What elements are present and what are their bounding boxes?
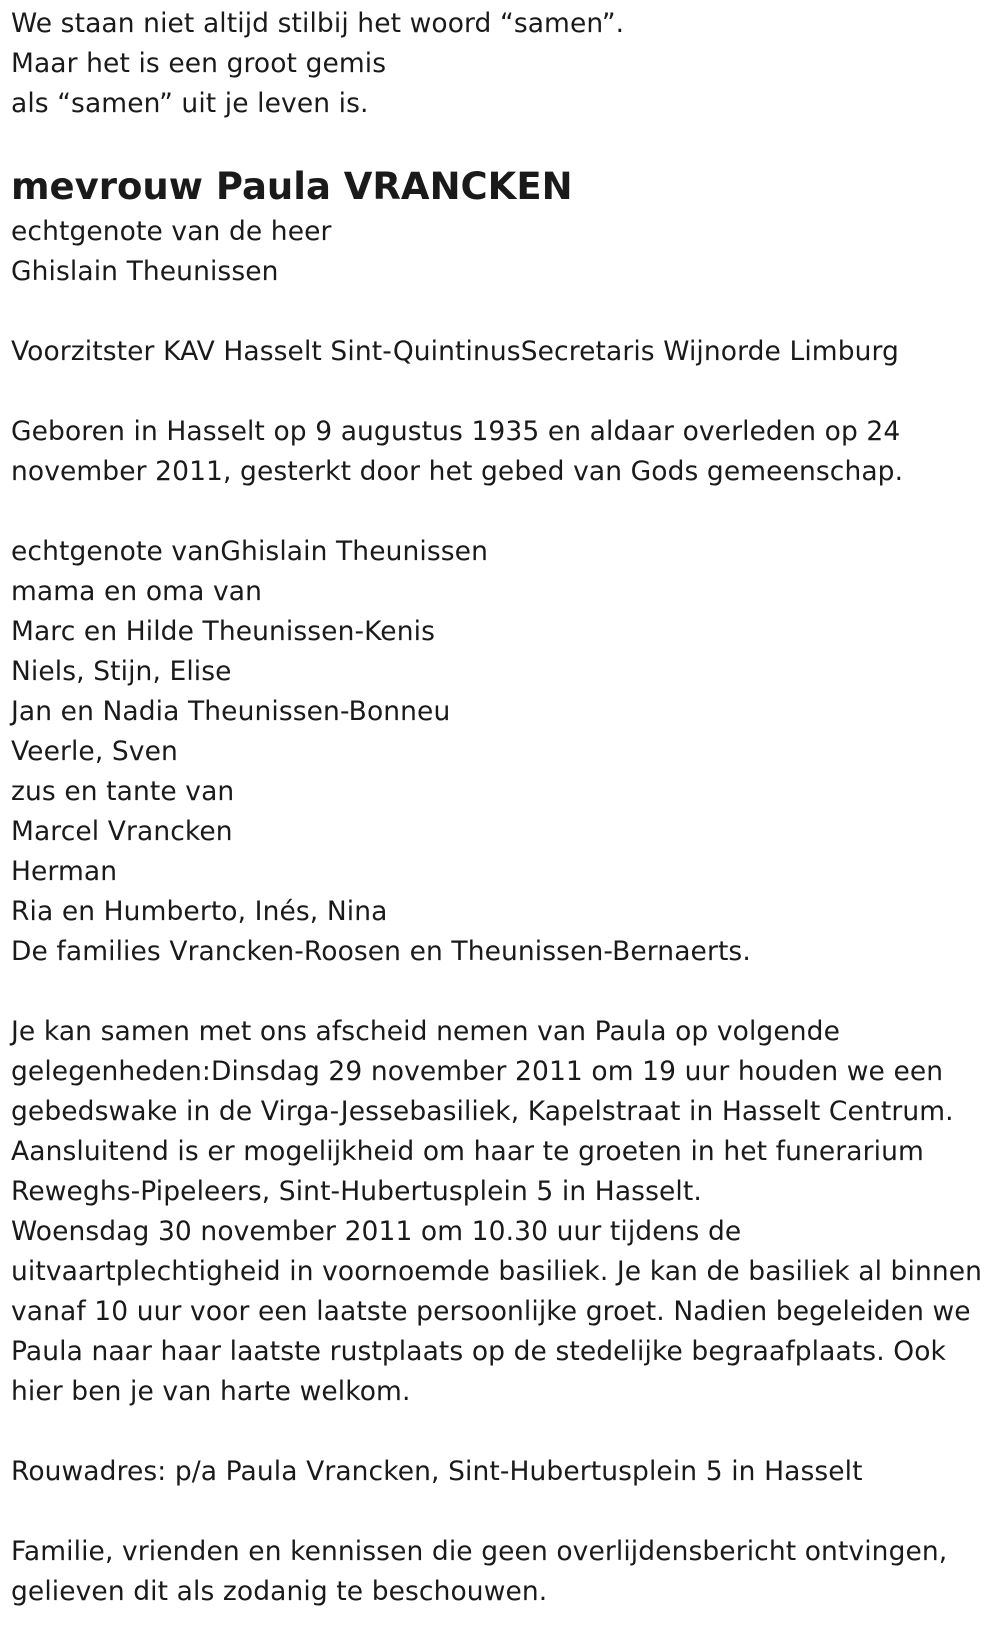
family-line: Herman <box>11 856 118 887</box>
poem-line: als “samen” uit je leven is. <box>11 88 369 119</box>
farewell-line: Je kan samen met ons afscheid nemen van Paula op volgende <box>11 1016 840 1047</box>
closing-line: gelieven dit als zodanig te beschouwen. <box>11 1576 548 1607</box>
deceased-name: mevrouw Paula VRANCKEN <box>11 165 573 208</box>
birth-death-line: Geboren in Hasselt op 9 augustus 1935 en aldaar overleden op 24 <box>11 416 901 447</box>
closing-note <box>11 1532 986 1612</box>
family-line: Jan en Nadia Theunissen-Bonneu <box>11 696 451 727</box>
poem-line: We staan niet altijd stilbij het woord “samen”. <box>11 8 625 39</box>
family-line: De families Vrancken-Roosen en Theunissen-Bernaerts. <box>11 936 751 967</box>
spouse-line: Ghislain Theunissen <box>11 256 279 287</box>
spouse-line: echtgenote van de heer <box>11 216 332 247</box>
farewell-line: Paula naar haar laatste rustplaats op de stedelijke begraafplaats. Ook <box>11 1336 946 1367</box>
closing-line: Familie, vrienden en kennissen die geen overlijdensbericht ontvingen, <box>11 1536 948 1567</box>
farewell-line: gelegenheden:Dinsdag 29 november 2011 om 19 uur houden we een <box>11 1056 944 1087</box>
family-line: Ria en Humberto, Inés, Nina <box>11 896 388 927</box>
family-list <box>11 532 986 972</box>
family-line: echtgenote vanGhislain Theunissen <box>11 536 488 567</box>
farewell-line: Reweghs-Pipeleers, Sint-Hubertusplein 5 in Hasselt. <box>11 1176 702 1207</box>
functions: Voorzitster KAV Hasselt Sint-QuintinusSecretaris Wijnorde Limburg <box>11 336 899 367</box>
family-line: Marcel Vrancken <box>11 816 233 847</box>
farewell-line: uitvaartplechtigheid in voornoemde basiliek. Je kan de basiliek al binnen <box>11 1256 983 1287</box>
farewell-line: vanaf 10 uur voor een laatste persoonlijke groet. Nadien begeleiden we <box>11 1296 971 1327</box>
farewell-paragraph <box>11 1012 986 1412</box>
poem <box>11 4 986 124</box>
family-line: mama en oma van <box>11 576 262 607</box>
farewell-line: Woensdag 30 november 2011 om 10.30 uur tijdens de <box>11 1216 742 1247</box>
family-line: Veerle, Sven <box>11 736 178 767</box>
birth-death-line: november 2011, gesterkt door het gebed van Gods gemeenschap. <box>11 456 904 487</box>
farewell-line: gebedswake in de Virga-Jessebasiliek, Kapelstraat in Hasselt Centrum. <box>11 1096 954 1127</box>
farewell-line: hier ben je van harte welkom. <box>11 1376 411 1407</box>
farewell-line: Aansluitend is er mogelijkheid om haar te groeten in het funerarium <box>11 1136 924 1167</box>
family-line: zus en tante van <box>11 776 235 807</box>
family-line: Niels, Stijn, Elise <box>11 656 232 687</box>
family-line: Marc en Hilde Theunissen-Kenis <box>11 616 435 647</box>
mourning-address: Rouwadres: p/a Paula Vrancken, Sint-Hubertusplein 5 in Hasselt <box>11 1456 863 1487</box>
poem-line: Maar het is een groot gemis <box>11 48 387 79</box>
